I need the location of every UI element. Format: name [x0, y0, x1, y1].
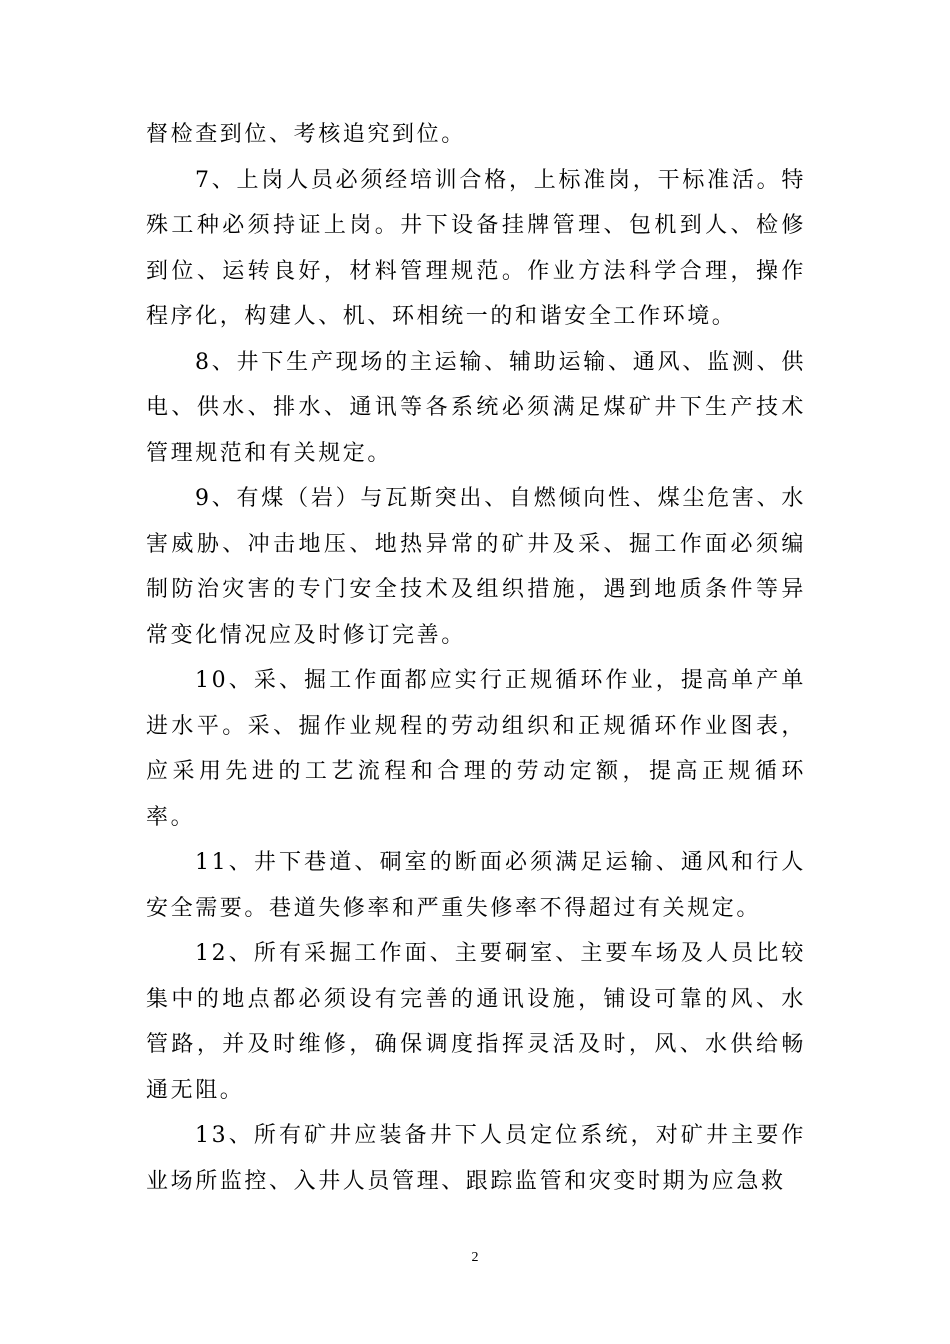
page-number: 2: [471, 1250, 479, 1265]
paragraph-item-11: 11、井下巷道、硐室的断面必须满足运输、通风和行人安全需要。巷道失修率和严重失修率不得超过有关规定。: [146, 850, 806, 921]
paragraph-item-7: 7、上岗人员必须经培训合格，上标准岗，干标准活。特殊工种必须持证上岗。井下设备挂牌管理、包机到人、检修到位、运转良好，材料管理规范。作业方法科学合理，操作程序化，构建人、机、环相统一的和谐安全工作环境。: [146, 167, 806, 329]
paragraph-item-12: 12、所有采掘工作面、主要硐室、主要车场及人员比较集中的地点都必须设有完善的通讯设施，铺设可靠的风、水管路，并及时维修，确保调度指挥灵活及时，风、水供给畅通无阻。: [146, 941, 806, 1103]
paragraph-continuation: 督检查到位、考核追究到位。: [146, 122, 466, 147]
paragraph-item-8: 8、井下生产现场的主运输、辅助运输、通风、监测、供电、供水、排水、通讯等各系统必须满足煤矿井下生产技术管理规范和有关规定。: [146, 349, 806, 466]
document-body: [146, 112, 806, 1204]
paragraph-item-10: 10、采、掘工作面都应实行正规循环作业，提高单产单进水平。采、掘作业规程的劳动组织和正规循环作业图表，应采用先进的工艺流程和合理的劳动定额，提高正规循环率。: [146, 668, 806, 830]
paragraph-item-13: 13、所有矿井应装备井下人员定位系统，对矿井主要作业场所监控、入井人员管理、跟踪监管和灾变时期为应急救: [146, 1123, 806, 1194]
paragraph-item-9: 9、有煤（岩）与瓦斯突出、自燃倾向性、煤尘危害、水害威胁、冲击地压、地热异常的矿井及采、掘工作面必须编制防治灾害的专门安全技术及组织措施，遇到地质条件等异常变化情况应及时修订完善。: [146, 486, 806, 648]
